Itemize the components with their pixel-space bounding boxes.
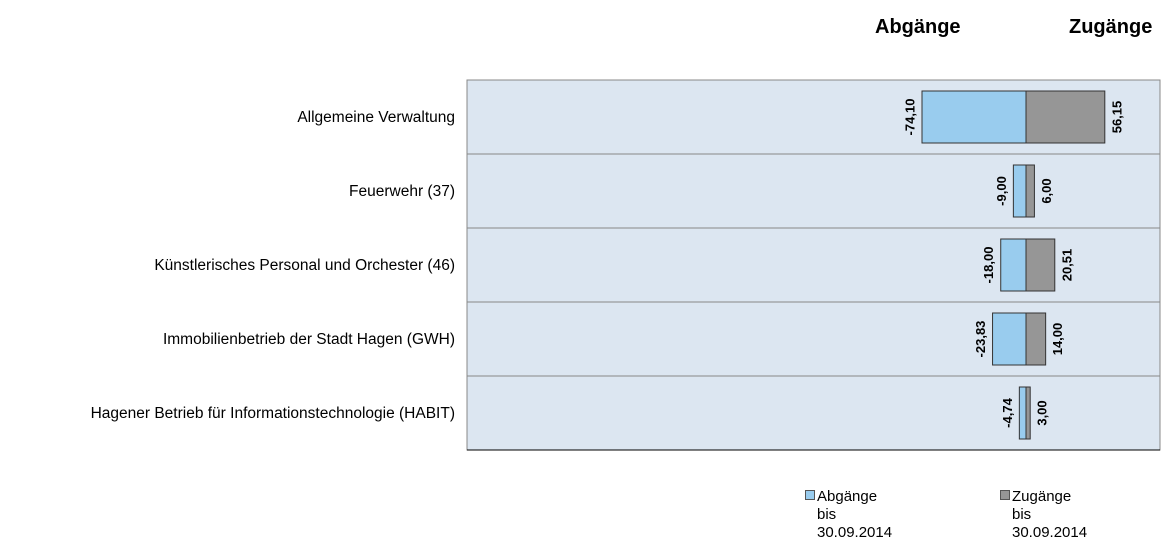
bar-abgaenge bbox=[993, 313, 1026, 365]
bar-zugaenge bbox=[1026, 313, 1046, 365]
legend-item-zugaenge bbox=[1000, 488, 1087, 542]
legend-label: Zugänge bbox=[1012, 488, 1072, 505]
bar-zugaenge bbox=[1026, 91, 1105, 143]
legend-label: bis bbox=[817, 506, 837, 523]
bar-zugaenge bbox=[1026, 165, 1034, 217]
category-label: Hagener Betrieb für Informationstechnologie (HABIT) bbox=[90, 405, 455, 422]
legend-label: 30.09.2014 bbox=[1012, 524, 1088, 541]
data-label-abgaenge: -18,00 bbox=[981, 246, 997, 284]
data-label-zugaenge: 3,00 bbox=[1034, 400, 1050, 426]
bar-abgaenge bbox=[1019, 387, 1026, 439]
data-label-abgaenge: -74,10 bbox=[902, 98, 918, 136]
data-label-abgaenge: -9,00 bbox=[993, 176, 1009, 206]
bar-zugaenge bbox=[1026, 387, 1030, 439]
category-label: Feuerwehr (37) bbox=[349, 183, 455, 200]
bar-abgaenge bbox=[1001, 239, 1026, 291]
data-label-abgaenge: -23,83 bbox=[973, 320, 989, 358]
bar-abgaenge bbox=[1013, 165, 1026, 217]
category-label: Künstlerisches Personal und Orchester (46) bbox=[154, 257, 455, 274]
header-zugaenge: Zugänge bbox=[1069, 16, 1153, 38]
legend-label: Abgänge bbox=[817, 488, 878, 505]
data-label-zugaenge: 20,51 bbox=[1059, 248, 1075, 282]
legend-swatch bbox=[1000, 490, 1010, 500]
bar-abgaenge bbox=[922, 91, 1026, 143]
data-label-abgaenge: -4,74 bbox=[999, 398, 1015, 428]
legend-item-abgaenge bbox=[805, 488, 892, 542]
category-label: Immobilienbetrieb der Stadt Hagen (GWH) bbox=[162, 331, 455, 348]
header-abgaenge: Abgänge bbox=[875, 16, 961, 38]
bar-zugaenge bbox=[1026, 239, 1055, 291]
data-label-zugaenge: 14,00 bbox=[1050, 322, 1066, 356]
legend-label: bis bbox=[1012, 506, 1032, 523]
legend-label: 30.09.2014 bbox=[817, 524, 893, 541]
legend-swatch bbox=[805, 490, 815, 500]
data-label-zugaenge: 56,15 bbox=[1109, 100, 1125, 134]
category-label: Allgemeine Verwaltung bbox=[297, 109, 455, 126]
data-label-zugaenge: 6,00 bbox=[1038, 178, 1054, 204]
